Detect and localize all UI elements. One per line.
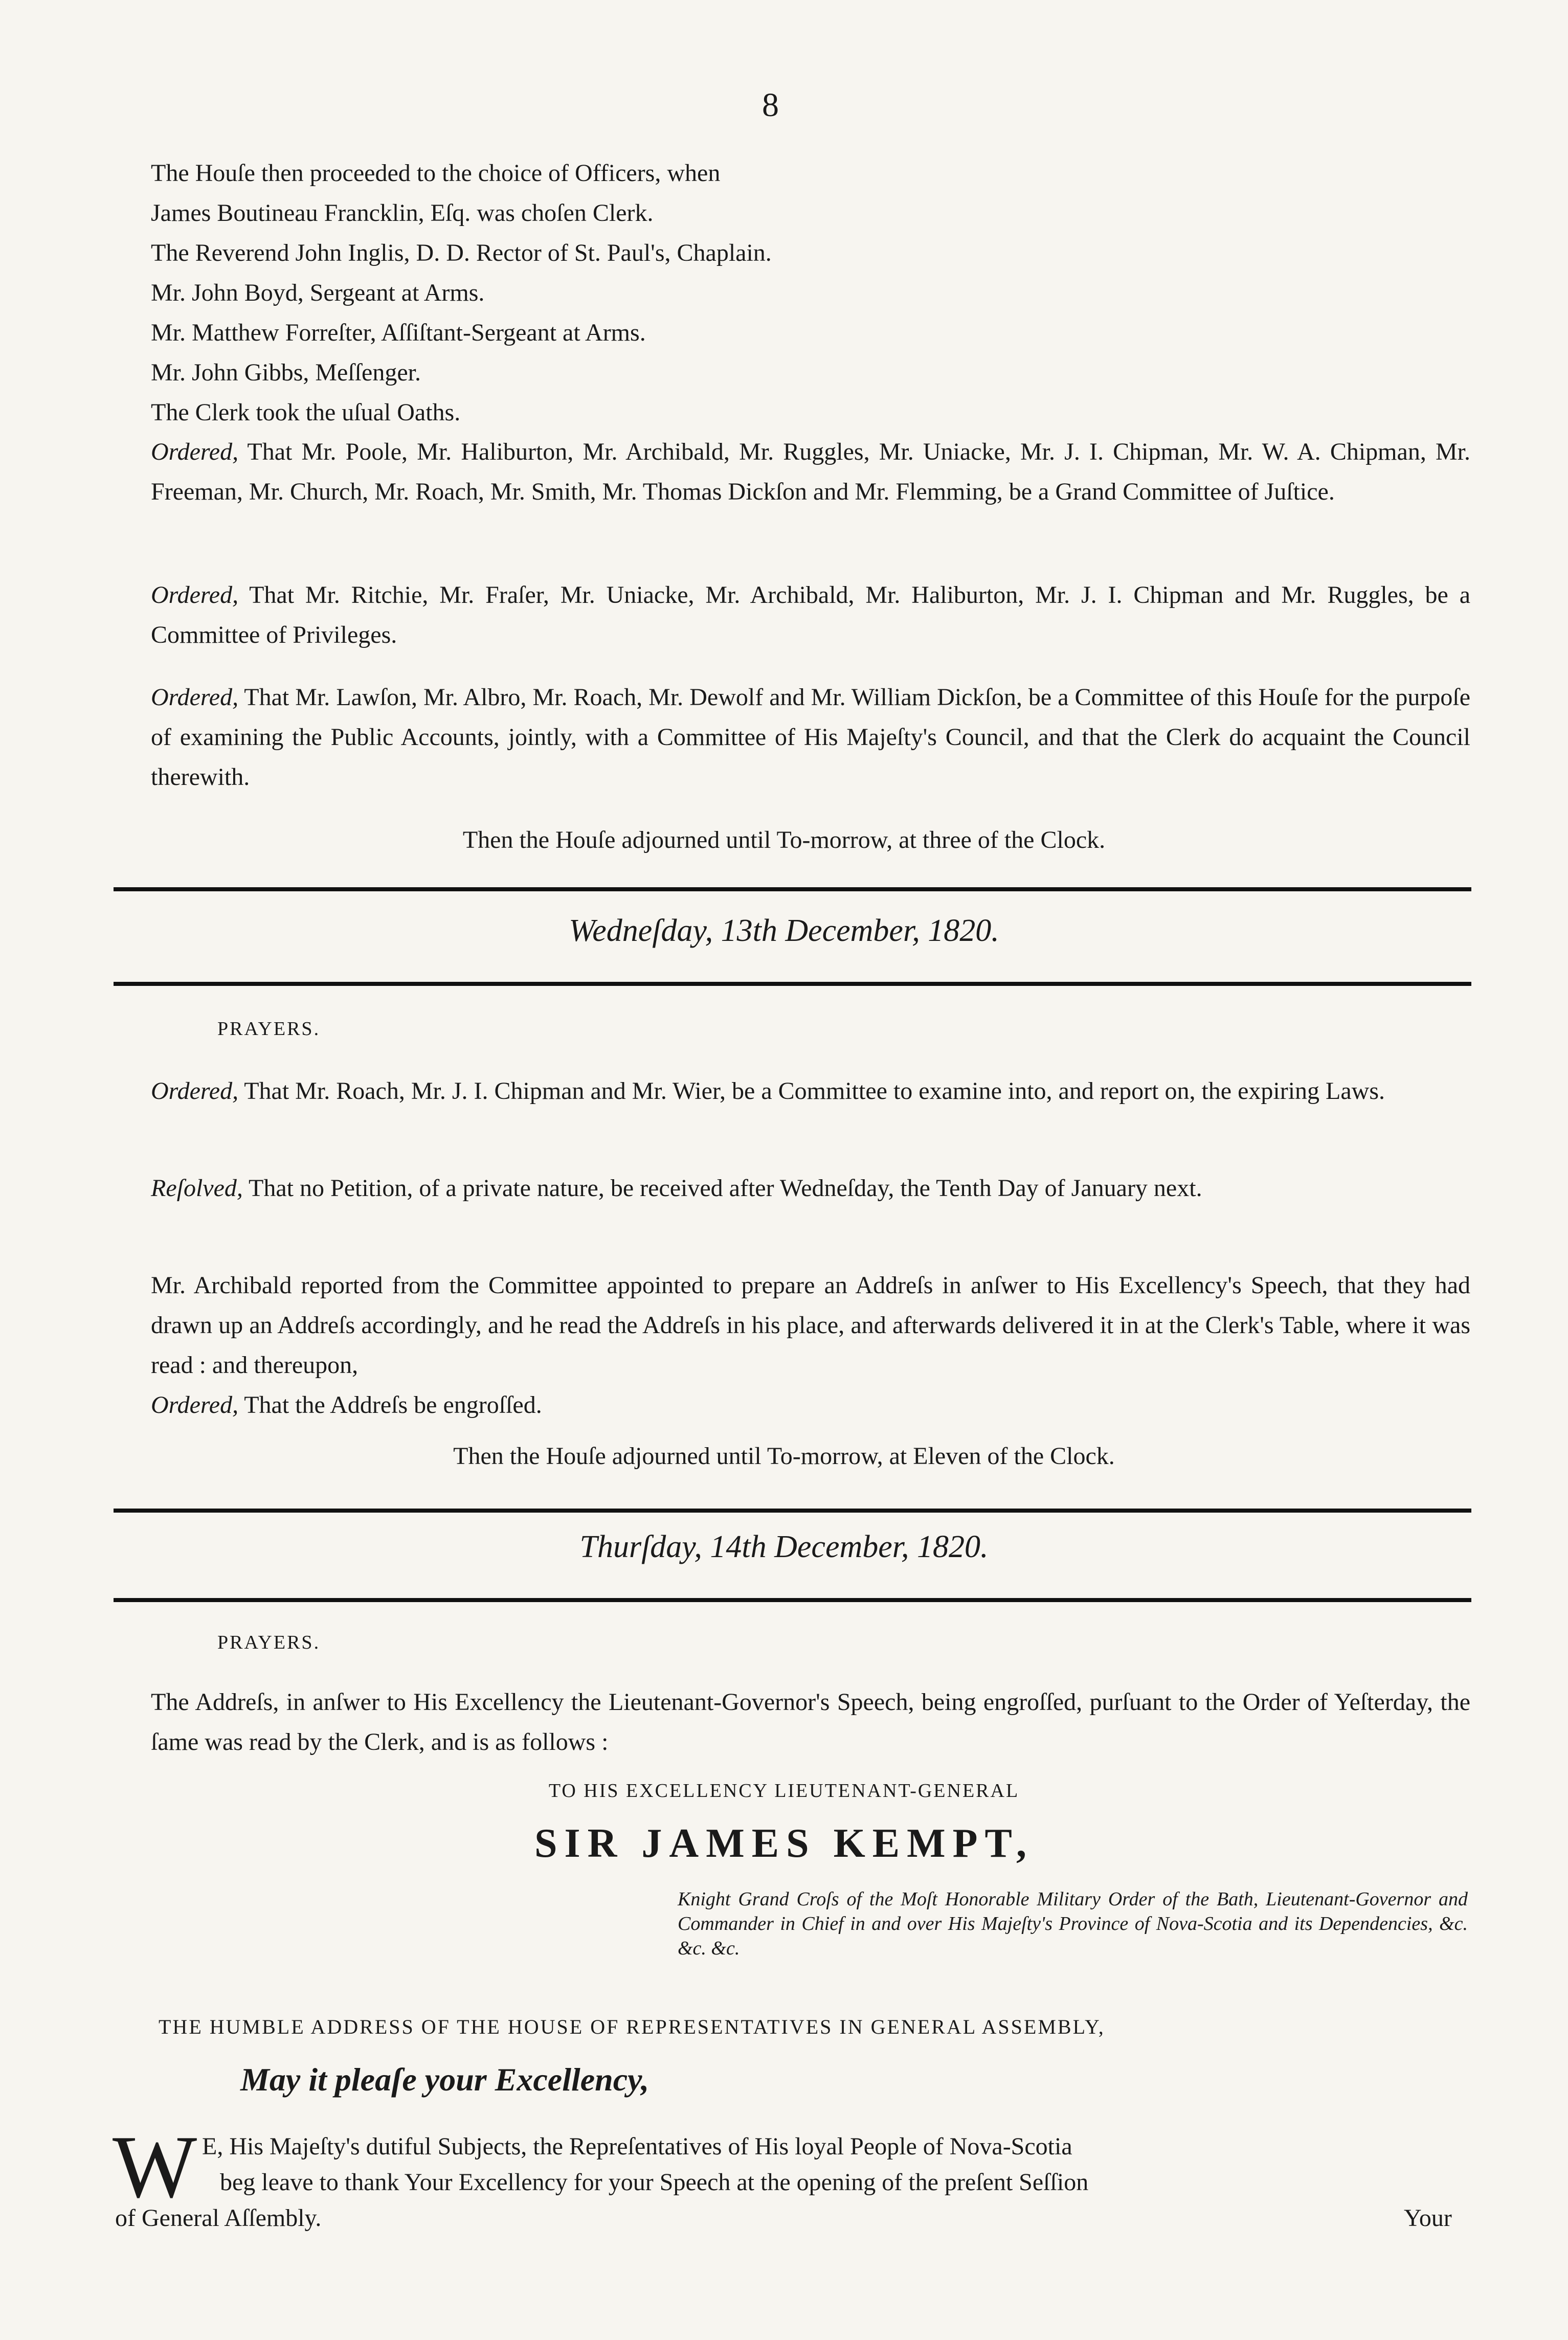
order-text: That Mr. Poole, Mr. Haliburton, Mr. Archibald, Mr. Ruggles, Mr. Uniacke, Mr. J. I. Chipman, Mr. W. A. Chipman, Mr. Freeman, Mr. Church, Mr. Roach, Mr. Smith, Mr. Thomas Dickſon and Mr. Flemming, be a Grand Committee of Juſtice. xyxy=(151,438,1470,505)
officers-line: The Reverend John Inglis, D. D. Rector of St. Paul's, Chaplain. xyxy=(151,239,772,266)
officers-line: Mr. John Boyd, Sergeant at Arms. xyxy=(151,279,485,306)
address-to-line: TO HIS EXCELLENCY LIEUTENANT-GENERAL xyxy=(548,1780,1020,1802)
resolution-petitions xyxy=(115,1168,1470,1208)
officers-line: The Clerk took the uſual Oaths. xyxy=(151,399,461,426)
addressee-titles: Knight Grand Croſs of the Moſt Honorable Military Order of the Bath, Lieutenant-Governor and Commander in Chief in and over His Majeſty's Province of Nova-Scotia and its Dependencies, &c. &c. &c. xyxy=(678,1888,1468,1959)
addressee-name: SIR JAMES KEMPT, xyxy=(534,1821,1034,1866)
prayers-heading: PRAYERS. xyxy=(217,1632,321,1653)
prayers-heading: PRAYERS. xyxy=(217,1018,321,1040)
officers-line: Mr. John Gibbs, Meſſenger. xyxy=(151,359,421,386)
order-lead: Ordered, xyxy=(151,581,239,609)
date-heading: Wedneſday, 13th December, 1820. xyxy=(569,913,999,948)
order-lead: Ordered, xyxy=(151,1391,239,1419)
address-intro-text: The Addreſs, in anſwer to His Excellency the Lieutenant-Governor's Speech, being engroſſed, purſuant to the Order of Yeſterday, the ſame was read by the Clerk, and is as follows : xyxy=(151,1689,1470,1756)
order-lead: Ordered, xyxy=(151,438,239,465)
divider xyxy=(114,1598,1471,1602)
adjourn-line: Then the Houſe adjourned until To-morrow, at Eleven of the Clock. xyxy=(453,1443,1115,1470)
page-number: 8 xyxy=(762,86,779,124)
officers-line: The Houſe then proceeded to the choice of Officers, when xyxy=(151,160,721,187)
resolution-lead: Reſolved, xyxy=(151,1175,243,1202)
address-line: E, His Majeſty's dutiful Subjects, the Repreſentatives of His loyal People of Nova-Scotia xyxy=(202,2133,1072,2160)
humble-address-heading: THE HUMBLE ADDRESS OF THE HOUSE OF REPRESENTATIVES IN GENERAL ASSEMBLY, xyxy=(159,2015,1105,2038)
catchword: Your xyxy=(1404,2204,1452,2232)
order-justice xyxy=(115,432,1470,512)
order-lead: Ordered, xyxy=(151,1077,239,1105)
officers-line: Mr. Matthew Forreſter, Aſſiſtant-Sergeant at Arms. xyxy=(151,319,646,346)
divider xyxy=(114,887,1471,891)
resolution-text: That no Petition, of a private nature, be received after Wedneſday, the Tenth Day of January next. xyxy=(249,1175,1202,1202)
date-heading: Thurſday, 14th December, 1820. xyxy=(579,1529,989,1564)
address-intro xyxy=(115,1682,1470,1762)
order-accounts xyxy=(115,678,1470,797)
order-text: That Mr. Roach, Mr. J. I. Chipman and Mr. Wier, be a Committee to examine into, and report on, the expiring Laws. xyxy=(244,1077,1385,1105)
order-lead: Ordered, xyxy=(151,684,239,711)
officers-list xyxy=(115,153,1470,433)
order-text: That Mr. Ritchie, Mr. Fraſer, Mr. Uniacke, Mr. Archibald, Mr. Haliburton, Mr. J. I. Chipman and Mr. Ruggles, be a Committee of Privileges. xyxy=(151,581,1470,648)
salutation: May it pleaſe your Excellency, xyxy=(240,2061,649,2098)
order-expiring-laws xyxy=(115,1071,1470,1111)
address-line: beg leave to thank Your Excellency for your Speech at the opening of the preſent Seſſion xyxy=(220,2169,1089,2196)
order-text: That Mr. Lawſon, Mr. Albro, Mr. Roach, Mr. Dewolf and Mr. William Dickſon, be a Committee of this Houſe for the purpoſe of examining the Public Accounts, jointly, with a Committee of His Majeſty's Council, and that the Clerk do acquaint the Council therewith. xyxy=(151,684,1471,791)
report-text: Mr. Archibald reported from the Committee appointed to prepare an Addreſs in anſwer to His Excellency's Speech, that they had drawn up an Addreſs accordingly, and he read the Addreſs in his place, and afterwards delivered it in at the Clerk's Table, where it was read : and thereupon, xyxy=(151,1272,1470,1379)
drop-cap: W xyxy=(113,2117,197,2216)
address-line: of General Aſſembly. xyxy=(115,2204,322,2232)
committee-report xyxy=(115,1266,1470,1425)
divider xyxy=(114,982,1471,986)
order-privileges xyxy=(115,575,1470,655)
order-text: That the Addreſs be engroſſed. xyxy=(244,1391,542,1419)
officers-line: James Boutineau Francklin, Eſq. was choſen Clerk. xyxy=(151,199,654,227)
adjourn-line: Then the Houſe adjourned until To-morrow, at three of the Clock. xyxy=(462,826,1106,853)
divider xyxy=(114,1509,1471,1513)
